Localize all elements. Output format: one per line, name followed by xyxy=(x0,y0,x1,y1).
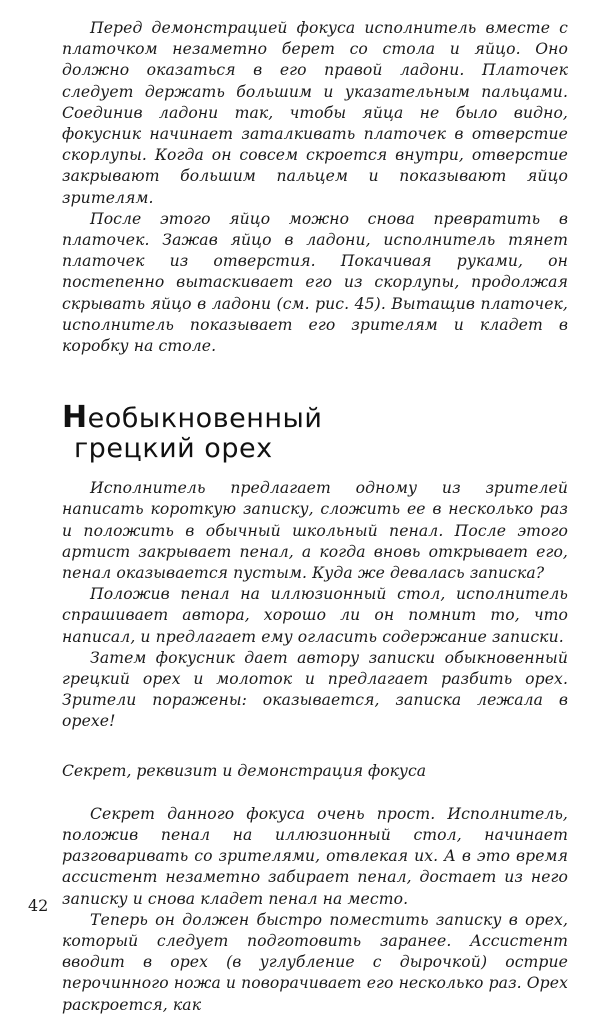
paragraph-trick-1: Исполнитель предлагает одному из зрителей написать короткую записку, сложить ее в несколько раз и положить в обычный школьный пенал. После этого артист закрывает пенал, а когда вновь открывает его, пенал оказывается пустым. Куда же девалась записка? xyxy=(62,479,568,583)
section-title-line2: грецкий орех xyxy=(74,433,273,465)
section-title-initial: Н xyxy=(62,400,88,436)
page-number: 42 xyxy=(28,896,49,915)
paragraph-secret-2: Теперь он должен быстро поместить записку в орех, который следует подготовить заранее. Ассистент вводит в орех (в углубление с дырочкой) острие перочинного ножа и поворачивает его несколько раз. Орех раскроется, как xyxy=(62,910,568,1014)
section-title-line1-rest: еобыкновенный xyxy=(87,403,323,435)
paragraph-trick-2: Положив пенал на иллюзионный стол, исполнитель спрашивает автора, хорошо ли он помнит то, что написал, и предлагает ему огласить содержание записки. xyxy=(62,585,568,646)
paragraph-trick-3: Затем фокусник дает автору записки обыкновенный грецкий орех и молоток и предлагает разбить орех. Зрители поражены: оказывается, записка лежала в орехе! xyxy=(62,648,568,731)
book-page xyxy=(62,18,568,1016)
section-title-line1 xyxy=(62,400,568,436)
paragraph-secret-1: Секрет данного фокуса очень прост. Исполнитель, положив пенал на иллюзионный стол, начинает разговаривать со зрителями, отвлекая их. А в это время ассистент незаметно забирает пенал, достает из него записку и снова кладет пенал на место. xyxy=(62,804,568,908)
paragraph-intro-2: После этого яйцо можно снова превратить в платочек. Зажав яйцо в ладони, исполнитель тянет платочек из отверстия. Покачивая руками, он постепенно вытаскивает его из скорлупы, продолжая скрывать яйцо в ладони (см. рис. 45). Вытащив платочек, исполнитель показывает его зрителям и кладет в коробку на столе. xyxy=(62,209,568,356)
section-title xyxy=(62,400,568,465)
paragraph-intro-1: Перед демонстрацией фокуса исполнитель вместе с платочком незаметно берет со стола и яйцо. Оно должно оказаться в его правой ладони. Платочек следует держать большим и указательным пальцами. Соединив ладони так, чтобы яйца не было видно, фокусник начинает заталкивать платочек в отверстие скорлупы. Когда он совсем скроется внутри, отверстие закрывают большим пальцем и показывают яйцо зрителям. xyxy=(62,19,568,207)
subheading-secret: Секрет, реквизит и демонстрация фокуса xyxy=(62,761,427,780)
